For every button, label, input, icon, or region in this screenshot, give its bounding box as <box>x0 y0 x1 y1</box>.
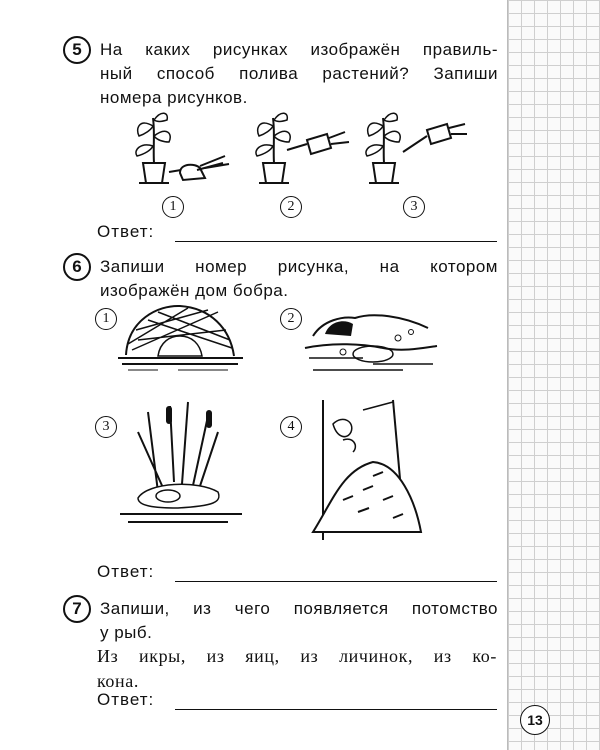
beaver-lodge-picture-3 <box>118 402 243 532</box>
task-6-answer-line[interactable] <box>175 581 497 582</box>
grid-margin <box>507 0 600 750</box>
picture-5-1-label: 1 <box>162 196 184 218</box>
task-7-line-1: Запиши, из чего появляется потомство <box>100 599 498 618</box>
beaver-lodge-picture-2 <box>303 298 438 378</box>
task-6-line-1: Запиши номер рисунка, на котором <box>100 257 498 276</box>
task-7-number: 7 <box>63 595 91 623</box>
beaver-lodge-picture-1 <box>118 300 243 372</box>
picture-6-1-label: 1 <box>95 308 117 330</box>
task-5-answer-row[interactable] <box>97 222 497 244</box>
task-6-answer-label: Ответ: <box>97 562 155 581</box>
picture-6-4-label: 4 <box>280 416 302 438</box>
picture-6-2-label: 2 <box>280 308 302 330</box>
task-7-answer-row[interactable] <box>97 690 497 712</box>
task-6-number: 6 <box>63 253 91 281</box>
picture-6-3-label: 3 <box>95 416 117 438</box>
task-7-line-2: у рыб. <box>100 623 153 642</box>
page-number: 13 <box>520 705 550 735</box>
watering-picture-3 <box>355 108 470 188</box>
task-7-answer-label: Ответ: <box>97 690 155 709</box>
task-7-question <box>100 597 498 645</box>
watering-picture-2 <box>245 108 355 188</box>
picture-5-3-label: 3 <box>403 196 425 218</box>
watering-picture-1 <box>125 108 235 188</box>
task-5-line-2: ный способ полива растений? Запиши <box>100 64 498 83</box>
task-5-number: 5 <box>63 36 91 64</box>
task-7-options-line-2: кона. <box>97 671 139 691</box>
task-7-answer-line[interactable] <box>175 709 497 710</box>
picture-5-2-label: 2 <box>280 196 302 218</box>
task-5-question <box>100 38 498 110</box>
task-6-question <box>100 255 498 303</box>
task-5-line-3: номера рисунков. <box>100 88 248 107</box>
task-7-options-line-1: Из икры, из яиц, из личинок, из ко- <box>97 646 497 666</box>
beaver-lodge-picture-4 <box>303 400 438 540</box>
task-5-line-1: На каких рисунках изображён правиль- <box>100 40 498 59</box>
task-6-answer-row[interactable] <box>97 562 497 584</box>
task-7-options <box>97 644 497 694</box>
task-5-answer-label: Ответ: <box>97 222 155 241</box>
task-5-answer-line[interactable] <box>175 241 497 242</box>
task-6-line-2: изображён дом бобра. <box>100 281 289 300</box>
